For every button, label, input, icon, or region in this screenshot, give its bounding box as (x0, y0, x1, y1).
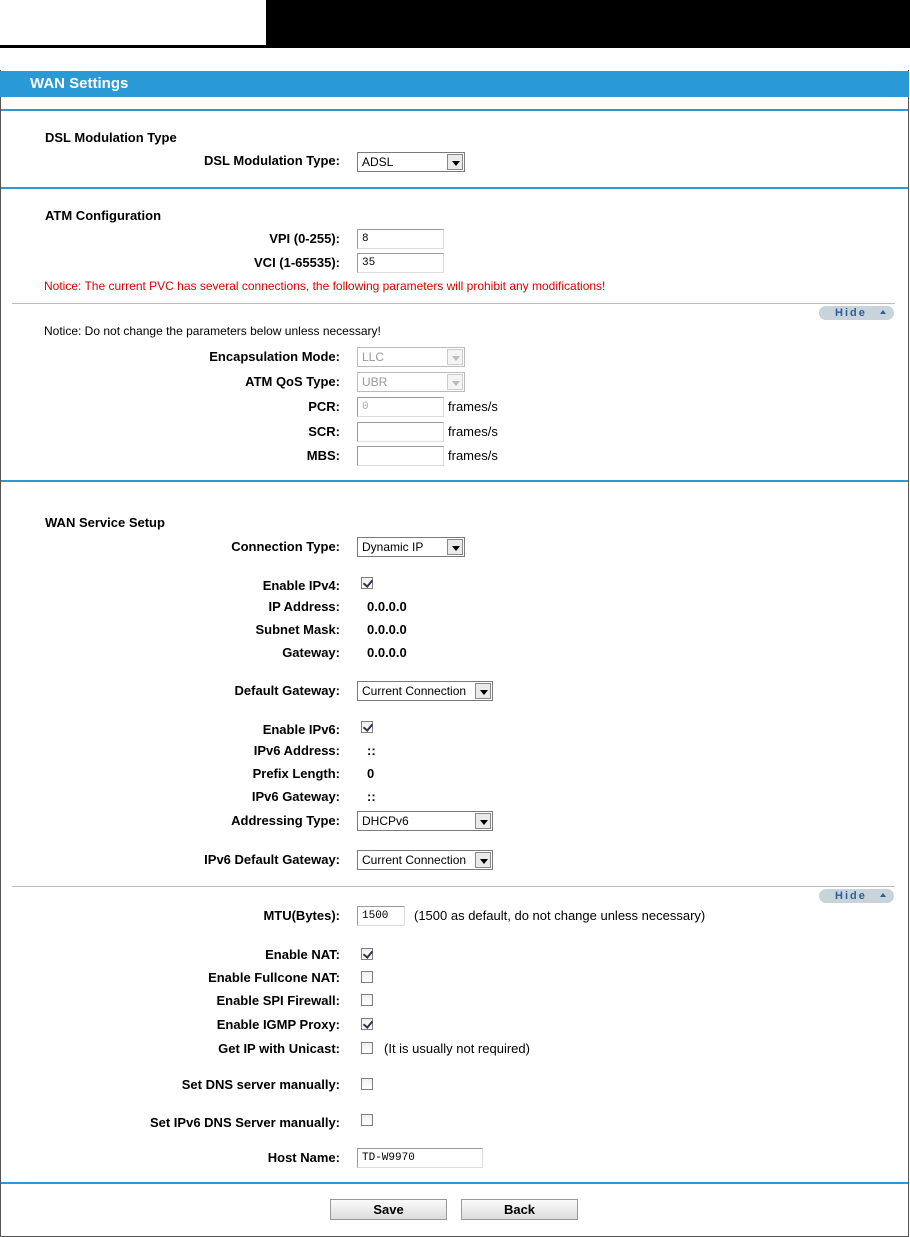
ipv6-dns-manual-label: Set IPv6 DNS Server manually: (149, 1115, 340, 1130)
hide-label: Hide (835, 890, 867, 902)
divider (1, 109, 908, 111)
ipv6-gateway-value: :: (367, 789, 376, 804)
ipv4-label: Enable IPv4: (262, 578, 340, 593)
nat-checkbox[interactable] (361, 948, 373, 960)
section-title-atm: ATM Configuration (45, 208, 162, 223)
nat-label: Enable NAT: (265, 947, 340, 962)
addressing-type-value: DHCPv6 (362, 814, 409, 828)
dsl-type-value: ADSL (362, 155, 394, 169)
chevron-down-icon (475, 813, 491, 829)
ipv6-address-label: IPv6 Address: (253, 743, 340, 758)
hide-label: Hide (835, 307, 867, 319)
encap-value: LLC (362, 350, 385, 364)
unicast-label: Get IP with Unicast: (218, 1041, 340, 1056)
settings-panel (0, 70, 909, 1237)
spi-firewall-checkbox[interactable] (361, 994, 373, 1006)
divider (1, 1182, 908, 1184)
mbs-label: MBS: (306, 448, 340, 463)
ipv6-dns-manual-checkbox[interactable] (361, 1114, 373, 1126)
conn-type-label: Connection Type: (231, 539, 340, 554)
qos-select[interactable] (357, 372, 465, 392)
scr-input[interactable] (357, 422, 444, 442)
mask-label: Subnet Mask: (255, 622, 340, 637)
qos-value: UBR (362, 375, 388, 389)
prefix-length-label: Prefix Length: (252, 766, 340, 781)
mbs-unit: frames/s (448, 448, 498, 463)
chevron-down-icon (447, 374, 463, 390)
vpi-label: VPI (0-255): (269, 231, 340, 246)
vci-label: VCI (1-65535): (254, 255, 340, 270)
addressing-type-select[interactable] (357, 811, 493, 831)
ipv6-default-gateway-select[interactable] (357, 850, 493, 870)
vci-input[interactable]: 35 (357, 253, 444, 273)
back-button[interactable]: Back (461, 1199, 578, 1220)
host-name-input[interactable]: TD-W9970 (357, 1148, 483, 1168)
dns-manual-checkbox[interactable] (361, 1078, 373, 1090)
spi-firewall-label: Enable SPI Firewall: (216, 993, 340, 1008)
chevron-up-icon (880, 310, 886, 314)
conn-type-value: Dynamic IP (362, 540, 424, 554)
host-name-label: Host Name: (267, 1150, 340, 1165)
save-button[interactable]: Save (330, 1199, 447, 1220)
prefix-length-value: 0 (367, 766, 375, 781)
section-title-wan: WAN Service Setup (45, 515, 165, 530)
default-gateway-value: Current Connection (362, 684, 467, 698)
ipv6-address-value: :: (367, 743, 376, 758)
scr-label: SCR: (308, 424, 340, 439)
divider (12, 886, 895, 887)
ipv4-checkbox[interactable] (361, 577, 373, 589)
igmp-proxy-label: Enable IGMP Proxy: (216, 1017, 340, 1032)
page-title: WAN Settings (0, 71, 909, 97)
pcr-unit: frames/s (448, 399, 498, 414)
ipv6-default-gateway-value: Current Connection (362, 853, 467, 867)
encap-label: Encapsulation Mode: (209, 349, 340, 364)
mtu-note: (1500 as default, do not change unless necessary) (414, 908, 706, 923)
fullcone-nat-checkbox[interactable] (361, 971, 373, 983)
ipv6-default-gateway-label: IPv6 Default Gateway: (204, 852, 340, 867)
chevron-up-icon (880, 893, 886, 897)
divider (12, 303, 895, 304)
chevron-down-icon (475, 852, 491, 868)
dns-manual-label: Set DNS server manually: (181, 1077, 340, 1092)
mtu-input[interactable]: 1500 (357, 906, 405, 926)
section-title-dsl: DSL Modulation Type (45, 130, 177, 145)
divider (1, 480, 908, 482)
ip-value: 0.0.0.0 (367, 599, 407, 614)
conn-type-select[interactable] (357, 537, 465, 557)
mtu-label: MTU(Bytes): (263, 908, 340, 923)
top-banner (0, 0, 910, 48)
chevron-down-icon (447, 349, 463, 365)
mask-value: 0.0.0.0 (367, 622, 407, 637)
hide-advanced-button[interactable] (819, 889, 894, 903)
addressing-type-label: Addressing Type: (231, 813, 340, 828)
pcr-label: PCR: (308, 399, 340, 414)
hide-atm-button[interactable] (819, 306, 894, 320)
mbs-input[interactable] (357, 446, 444, 466)
pcr-input[interactable]: 0 (357, 397, 444, 417)
igmp-proxy-checkbox[interactable] (361, 1018, 373, 1030)
qos-label: ATM QoS Type: (245, 374, 340, 389)
chevron-down-icon (447, 154, 463, 170)
encap-select[interactable] (357, 347, 465, 367)
ipv6-label: Enable IPv6: (262, 722, 340, 737)
ipv6-checkbox[interactable] (361, 721, 373, 733)
default-gateway-select[interactable] (357, 681, 493, 701)
banner-white-block (0, 0, 266, 45)
chevron-down-icon (447, 539, 463, 555)
scr-unit: frames/s (448, 424, 498, 439)
dsl-type-select[interactable] (357, 152, 465, 172)
unicast-note: (It is usually not required) (384, 1041, 530, 1056)
ipv6-gateway-label: IPv6 Gateway: (251, 789, 340, 804)
unicast-checkbox[interactable] (361, 1042, 373, 1054)
default-gateway-label: Default Gateway: (234, 683, 340, 698)
gateway-value: 0.0.0.0 (367, 645, 407, 660)
fullcone-nat-label: Enable Fullcone NAT: (208, 970, 340, 985)
divider (1, 187, 908, 189)
chevron-down-icon (475, 683, 491, 699)
dsl-type-label: DSL Modulation Type: (203, 153, 340, 168)
ip-label: IP Address: (268, 599, 340, 614)
gateway-label: Gateway: (282, 645, 340, 660)
notice-pvc: Notice: The current PVC has several connections, the following parameters will prohibit any modifications! (44, 279, 606, 293)
notice-params: Notice: Do not change the parameters below unless necessary! (44, 324, 381, 338)
vpi-input[interactable]: 8 (357, 229, 444, 249)
